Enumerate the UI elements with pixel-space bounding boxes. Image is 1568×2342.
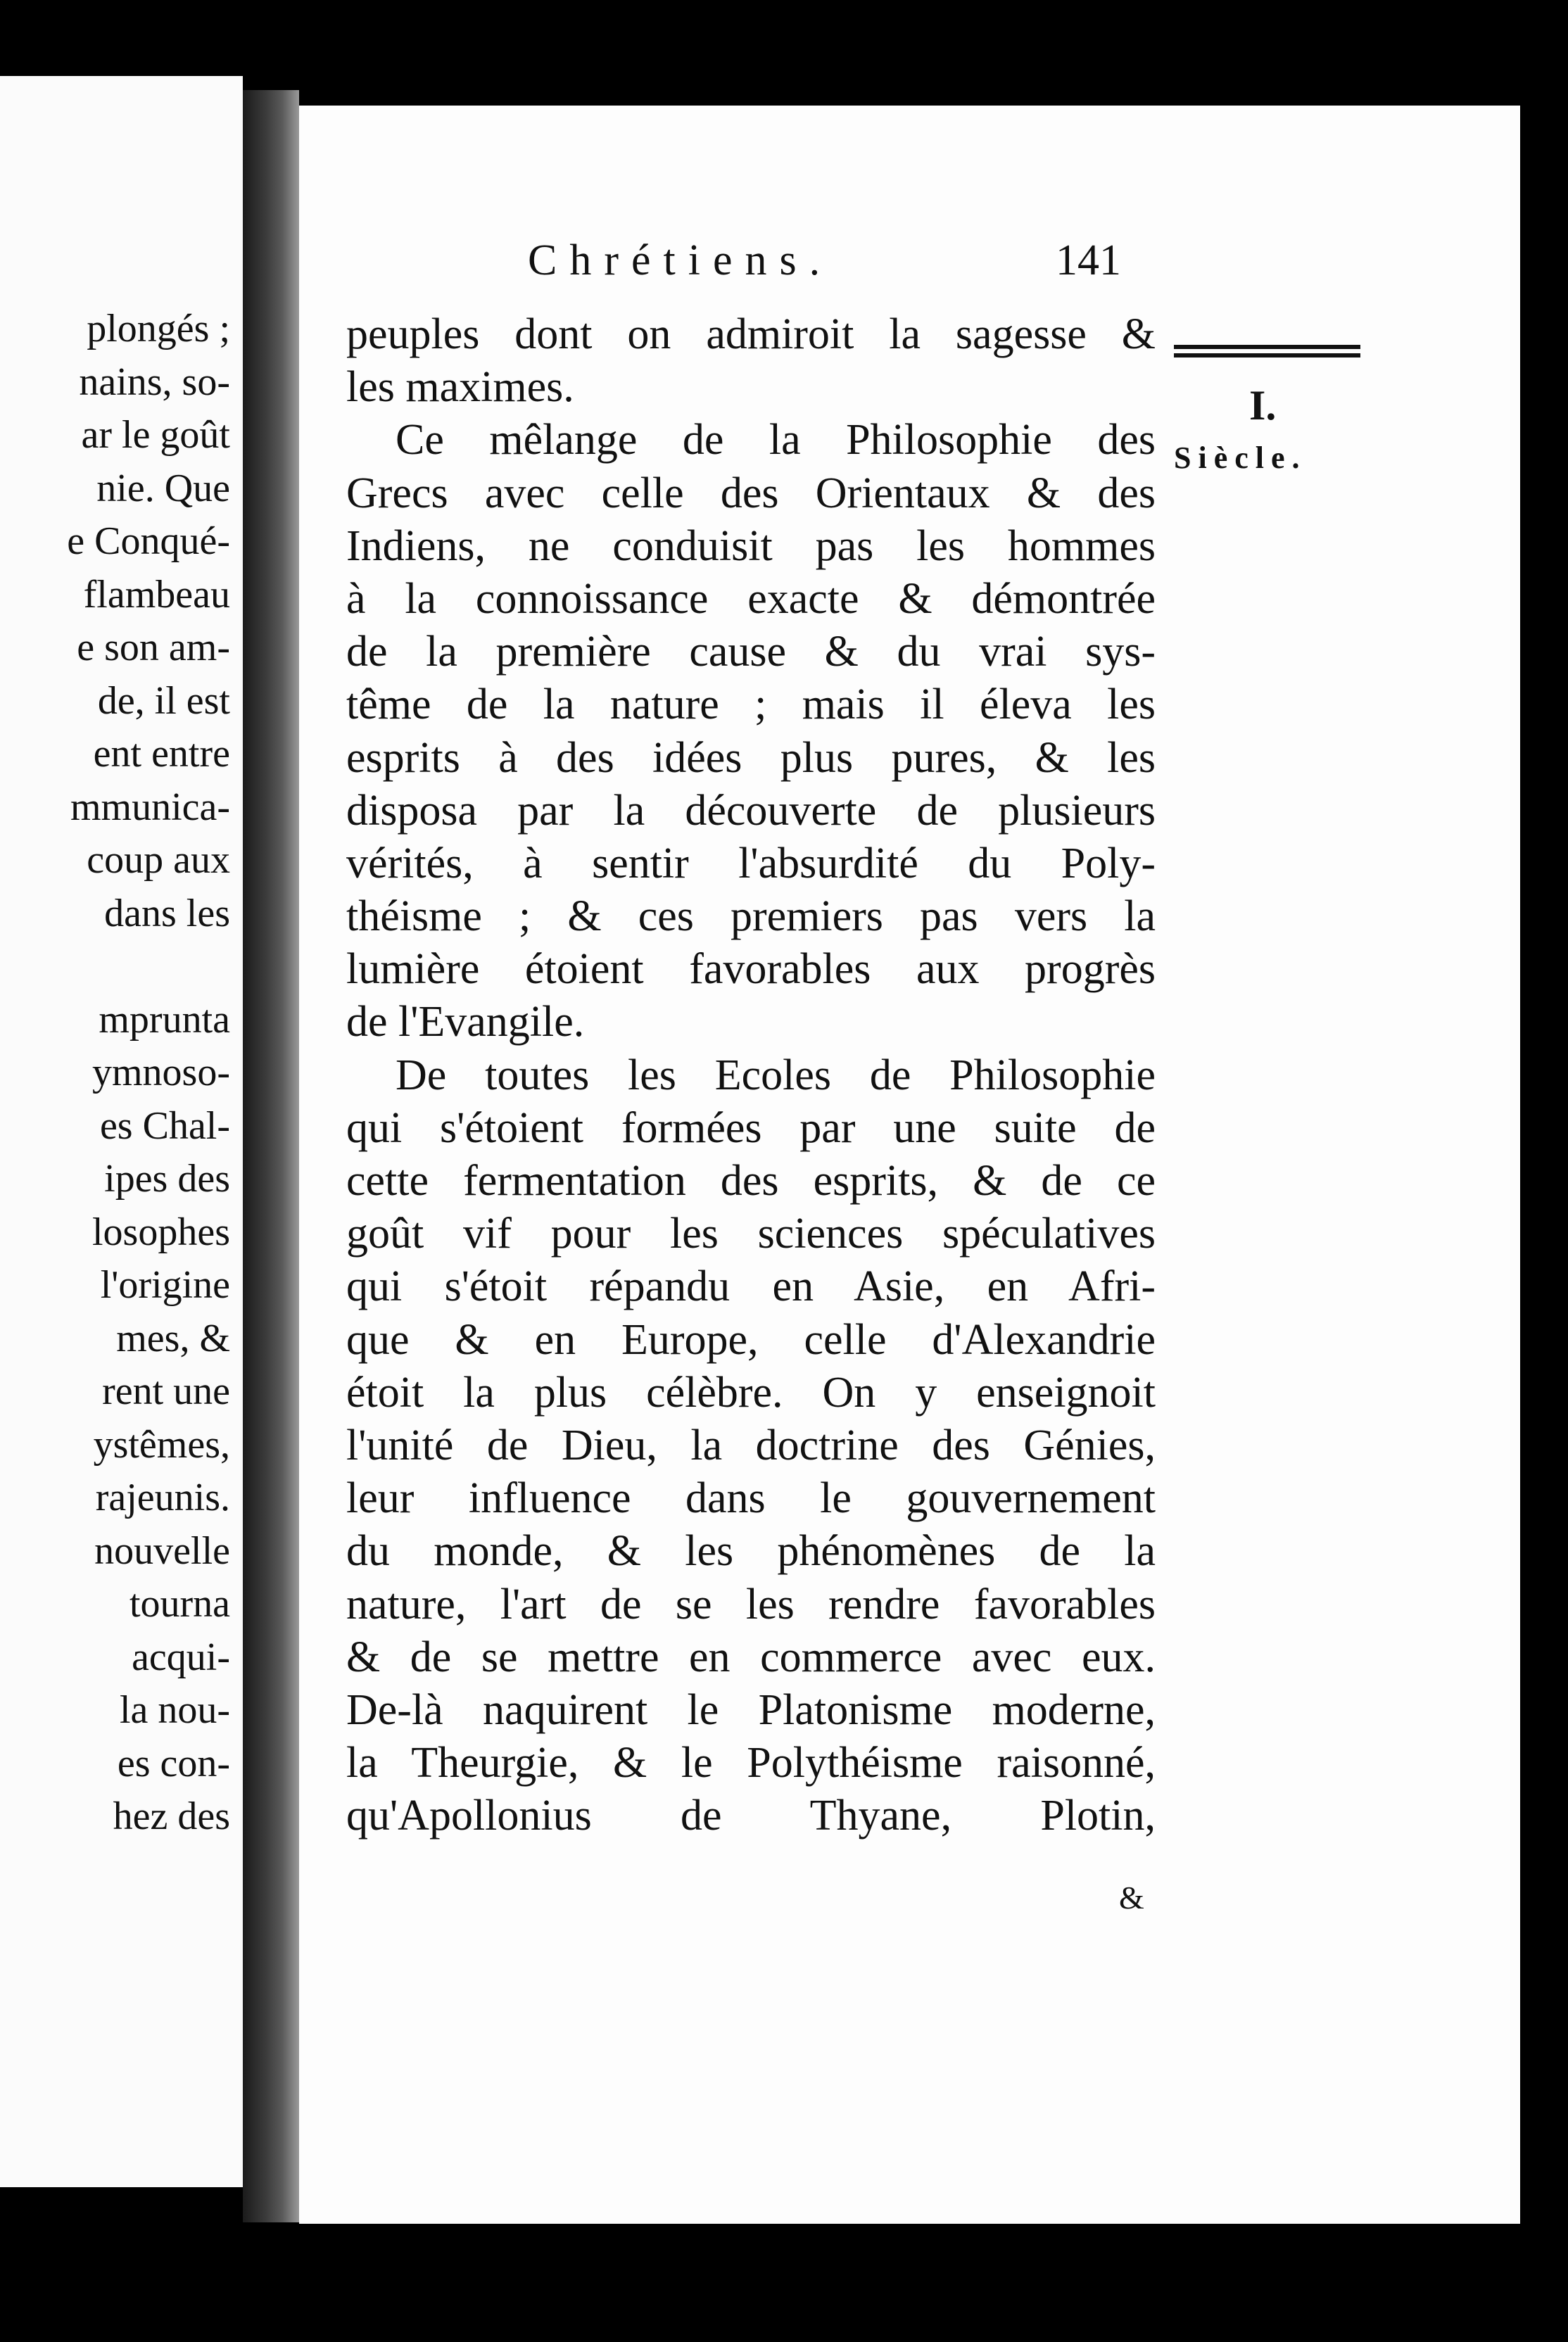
facing-page-line: ystêmes, [93,1422,230,1467]
facing-page-line: coup aux [87,838,230,882]
facing-page-line: e son am- [77,626,230,669]
facing-page-line: mes, & [116,1316,230,1360]
text-line: tême de la nature ; mais il éleva les [346,681,1156,729]
text-line: Ce mêlange de la Philosophie des [396,416,1156,464]
text-line: les maximes. [346,363,574,412]
text-line: de la première cause & du vrai sys- [346,628,1156,676]
text-line: De toutes les Ecoles de Philosophie [396,1051,1156,1099]
facing-page-line: ent entre [93,732,230,776]
text-line: la Theurgie, & le Polythéisme raisonné, [346,1739,1156,1787]
catchword: & [1119,1880,1144,1916]
text-line: goût vif pour les sciences spéculatives [346,1210,1156,1258]
facing-page-line: acqui- [132,1635,230,1679]
text-line: du monde, & les phénomènes de la [346,1527,1156,1576]
text-line: disposa par la découverte de plusieurs [346,786,1156,835]
facing-page-line: la nou- [119,1688,230,1732]
facing-page-line: hez des [113,1795,230,1838]
margin-double-rule [1174,345,1360,357]
facing-page-line: mprunta [99,997,230,1042]
text-line: à la connoissance exacte & démontrée [346,574,1156,623]
text-line: nature, l'art de se les rendre favorables [346,1580,1156,1628]
text-line: Indiens, ne conduisit pas les hommes [346,521,1156,570]
facing-page-line: nains, so- [79,360,230,404]
book-gutter [243,90,299,2222]
facing-page-line: ar le goût [81,413,230,457]
facing-page-line: flambeau [83,572,230,616]
facing-page-line: ymnoso- [92,1051,230,1094]
facing-page-line: es con- [117,1741,230,1785]
text-line: cette fermentation des esprits, & de ce [346,1157,1156,1205]
margin-siecle-label: Siècle. [1174,441,1307,475]
facing-page-line: e Conqué- [67,519,230,563]
facing-page-line: es Chal- [99,1103,230,1148]
text-line: qui s'étoit répandu en Asie, en Afri- [346,1262,1156,1311]
page-number: 141 [1056,236,1121,284]
text-line: théisme ; & ces premiers pas vers la [346,892,1156,941]
text-line: étoit la plus célèbre. On y enseignoit [346,1368,1156,1417]
facing-page-line: de, il est [97,678,230,723]
text-line: Grecs avec celle des Orientaux & des [346,469,1156,517]
facing-page-fragment [0,76,243,2187]
facing-page-line: nouvelle [94,1528,230,1573]
facing-page-line: ipes des [104,1157,230,1201]
facing-page-line: rajeunis. [95,1476,230,1519]
text-line: l'unité de Dieu, la doctrine des Génies, [346,1421,1156,1469]
facing-page-line: tourna [129,1582,230,1626]
text-line: vérités, à sentir l'absurdité du Poly- [346,839,1156,887]
text-line: De-là naquirent le Platonisme moderne, [346,1685,1156,1734]
facing-page-line: nie. Que [96,466,230,510]
facing-page-line [67,940,230,994]
margin-century-numeral: I. [1249,382,1277,429]
facing-page-line: mmunica- [70,785,230,829]
facing-page-line: l'origine [100,1263,230,1307]
text-line: qu'Apollonius de Thyane, Plotin, [346,1792,1156,1840]
facing-page-line: dans les [104,891,230,935]
text-line: que & en Europe, celle d'Alexandrie [346,1315,1156,1364]
text-line: de l'Evangile. [346,998,585,1046]
text-line: esprits à des idées plus pures, & les [346,733,1156,782]
facing-page-line: rent une [102,1369,230,1413]
text-line: leur influence dans le gouvernement [346,1474,1156,1523]
text-line: peuples dont on admiroit la sagesse & [346,310,1156,358]
text-line: qui s'étoient formées par une suite de [346,1103,1156,1152]
text-line: lumière étoient favorables aux progrès [346,945,1156,994]
facing-page-line: losophes [92,1210,230,1254]
text-line: & de se mettre en commerce avec eux. [346,1633,1156,1681]
body-text [346,308,1156,1842]
facing-page-line: plongés ; [87,307,230,350]
running-head: Chrétiens. [528,236,833,284]
facing-page-text [67,303,230,1844]
